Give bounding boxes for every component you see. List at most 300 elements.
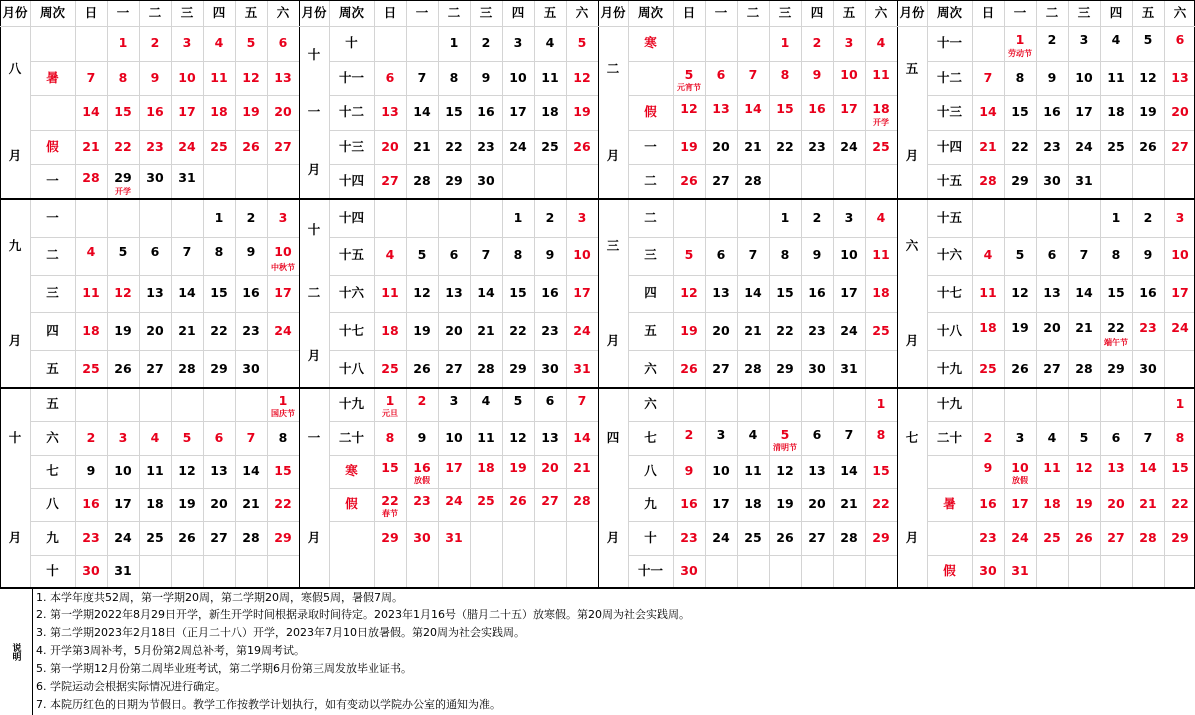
header-line <box>0 26 1195 27</box>
date-cell: 6 <box>1175 32 1185 48</box>
date-cell: 16 <box>82 496 100 512</box>
week-label: 十六 <box>936 247 962 263</box>
date-cell: 2 <box>86 429 96 445</box>
month-label-char: 月 <box>8 147 22 163</box>
date-cell: 22 <box>381 493 399 509</box>
date-cell: 28 <box>1139 529 1157 545</box>
date-cell: 4 <box>876 209 886 225</box>
date-cell: 7 <box>246 429 256 445</box>
date-cell: 5 <box>1079 429 1089 445</box>
date-cell: 7 <box>481 247 491 263</box>
date-cell: 7 <box>182 244 192 260</box>
holiday-note: 开学 <box>873 117 889 127</box>
column-divider <box>267 0 268 588</box>
week-label: 六 <box>644 396 657 412</box>
column-divider <box>1036 0 1037 588</box>
date-cell: 19 <box>776 496 794 512</box>
date-cell: 23 <box>1043 138 1061 154</box>
date-cell: 13 <box>146 285 164 301</box>
date-cell: 2 <box>1047 32 1057 48</box>
week-label: 十四 <box>936 138 962 154</box>
date-cell: 12 <box>680 101 698 117</box>
date-cell: 9 <box>812 66 822 82</box>
row-divider <box>628 521 897 522</box>
date-cell: 1 <box>214 209 224 225</box>
date-cell: 26 <box>680 173 698 189</box>
date-cell: 22 <box>445 138 463 154</box>
date-cell: 29 <box>1171 529 1189 545</box>
row-divider <box>628 237 897 238</box>
date-cell: 10 <box>1011 460 1029 476</box>
date-cell: 8 <box>1015 69 1025 85</box>
date-cell: 17 <box>178 104 196 120</box>
date-cell: 21 <box>82 138 100 154</box>
row-divider <box>927 521 1195 522</box>
date-cell: 27 <box>210 529 228 545</box>
date-cell: 17 <box>509 104 527 120</box>
week-label: 十一 <box>936 35 962 51</box>
month-label-char: 七 <box>905 429 919 445</box>
date-cell: 16 <box>808 101 826 117</box>
date-cell: 14 <box>242 463 260 479</box>
date-cell: 4 <box>983 247 993 263</box>
date-cell: 10 <box>274 244 292 260</box>
date-cell: 24 <box>712 529 730 545</box>
week-label: 八 <box>644 463 657 479</box>
date-cell: 19 <box>178 496 196 512</box>
date-cell: 16 <box>242 285 260 301</box>
date-cell: 30 <box>477 173 495 189</box>
date-cell: 7 <box>748 247 758 263</box>
row-divider <box>628 350 897 351</box>
column-divider <box>769 0 770 588</box>
date-cell: 29 <box>114 170 132 186</box>
date-cell: 19 <box>1011 320 1029 336</box>
date-cell: 29 <box>445 173 463 189</box>
date-cell: 15 <box>1107 285 1125 301</box>
column-divider <box>1100 0 1101 588</box>
row-divider <box>30 421 299 422</box>
row-divider <box>927 312 1195 313</box>
holiday-note: 端午节 <box>1104 338 1128 348</box>
week-label: 十一 <box>637 563 663 579</box>
month-label-char: 八 <box>8 61 22 76</box>
date-cell: 14 <box>573 429 591 445</box>
date-cell: 18 <box>979 320 997 336</box>
date-cell: 30 <box>680 563 698 579</box>
date-cell: 3 <box>278 209 288 225</box>
date-cell: 28 <box>1075 360 1093 376</box>
date-cell: 8 <box>876 426 886 442</box>
date-cell: 21 <box>744 138 762 154</box>
header-cell: 五 <box>543 4 557 20</box>
date-cell: 22 <box>776 138 794 154</box>
date-cell: 21 <box>573 460 591 476</box>
date-cell: 18 <box>82 323 100 339</box>
date-cell: 11 <box>979 285 997 301</box>
week-label: 十九 <box>338 396 364 412</box>
row-divider <box>927 237 1195 238</box>
header-cell: 三 <box>1077 4 1091 20</box>
holiday-note: 劳动节 <box>1008 48 1032 58</box>
date-cell: 28 <box>840 529 858 545</box>
date-cell: 3 <box>449 393 459 409</box>
month-label-char: 月 <box>307 529 321 545</box>
date-cell: 31 <box>1075 173 1093 189</box>
date-cell: 30 <box>413 529 431 545</box>
date-cell: 10 <box>445 429 463 445</box>
note-line-3: 3. 第二学期2023年2月18日（正月二十八）开学，2023年7月10日放暑假。第20周为社会实践周。 <box>36 626 525 639</box>
month-label-char: 月 <box>905 147 919 163</box>
header-cell: 一 <box>1013 4 1027 20</box>
date-cell: 24 <box>840 138 858 154</box>
date-cell: 15 <box>210 285 228 301</box>
date-cell: 20 <box>808 496 826 512</box>
date-cell: 2 <box>1143 209 1153 225</box>
date-cell: 9 <box>417 429 427 445</box>
date-cell: 11 <box>477 429 495 445</box>
date-cell: 1 <box>780 209 790 225</box>
row-divider <box>30 521 299 522</box>
date-cell: 23 <box>146 138 164 154</box>
date-cell: 6 <box>385 69 395 85</box>
column-divider <box>139 0 140 588</box>
row-divider <box>30 164 299 165</box>
date-cell: 17 <box>1171 285 1189 301</box>
date-cell: 6 <box>1111 429 1121 445</box>
date-cell: 2 <box>246 209 256 225</box>
date-cell: 23 <box>541 323 559 339</box>
left-border <box>0 0 1 588</box>
notes-label: 说明 <box>0 588 33 715</box>
date-cell: 13 <box>1043 285 1061 301</box>
date-cell: 26 <box>1011 360 1029 376</box>
date-cell: 5 <box>684 66 694 82</box>
row-divider <box>927 164 1195 165</box>
date-cell: 4 <box>545 35 555 51</box>
header-cell: 五 <box>1141 4 1155 20</box>
row-divider <box>927 555 1195 556</box>
row-divider <box>329 95 598 96</box>
month-label-char: 一 <box>307 429 321 445</box>
date-cell: 30 <box>1139 360 1157 376</box>
block-divider <box>299 0 300 588</box>
week-label: 十 <box>345 35 358 51</box>
month-label-char: 四 <box>606 429 620 445</box>
header-cell: 日 <box>383 4 397 20</box>
date-cell: 27 <box>712 360 730 376</box>
date-cell: 13 <box>274 69 292 85</box>
date-cell: 24 <box>840 323 858 339</box>
column-divider <box>30 0 31 588</box>
date-cell: 11 <box>541 69 559 85</box>
week-label: 九 <box>46 529 59 545</box>
header-cell: 一 <box>116 4 130 20</box>
row-divider <box>927 275 1195 276</box>
date-cell: 31 <box>445 529 463 545</box>
row-divider <box>628 61 897 62</box>
row-divider <box>30 350 299 351</box>
date-cell: 21 <box>413 138 431 154</box>
date-cell: 5 <box>513 393 523 409</box>
week-label: 四 <box>644 285 657 301</box>
header-cell: 二 <box>746 4 760 20</box>
date-cell: 30 <box>1043 173 1061 189</box>
date-cell: 25 <box>979 360 997 376</box>
date-cell: 20 <box>445 323 463 339</box>
row-divider <box>927 421 1195 422</box>
date-cell: 3 <box>118 429 128 445</box>
date-cell: 10 <box>840 66 858 82</box>
week-label: 寒 <box>644 35 657 51</box>
date-cell: 10 <box>840 247 858 263</box>
month-label-char: 月 <box>905 332 919 348</box>
row-divider <box>628 488 897 489</box>
month-label-char: 二 <box>606 61 620 76</box>
date-cell: 5 <box>417 247 427 263</box>
date-cell: 18 <box>1043 496 1061 512</box>
date-cell: 23 <box>413 493 431 509</box>
date-cell: 14 <box>744 285 762 301</box>
date-cell: 25 <box>872 138 890 154</box>
date-cell: 19 <box>1075 496 1093 512</box>
holiday-note: 国庆节 <box>271 409 295 419</box>
date-cell: 12 <box>114 285 132 301</box>
date-cell: 14 <box>840 463 858 479</box>
date-cell: 17 <box>445 460 463 476</box>
header-cell: 四 <box>212 4 226 20</box>
header-cell: 六 <box>276 4 290 20</box>
week-label: 暑 <box>943 496 956 512</box>
date-cell: 2 <box>812 35 822 51</box>
date-cell: 1 <box>278 393 288 409</box>
date-cell: 23 <box>680 529 698 545</box>
date-cell: 4 <box>385 247 395 263</box>
date-cell: 2 <box>150 35 160 51</box>
week-label: 寒 <box>345 463 358 479</box>
date-cell: 19 <box>680 138 698 154</box>
row-divider <box>628 275 897 276</box>
row-divider <box>628 421 897 422</box>
date-cell: 17 <box>1011 496 1029 512</box>
date-cell: 25 <box>210 138 228 154</box>
date-cell: 22 <box>872 496 890 512</box>
row-divider <box>329 275 598 276</box>
date-cell: 12 <box>413 285 431 301</box>
date-cell: 18 <box>146 496 164 512</box>
month-label-char: 月 <box>606 529 620 545</box>
date-cell: 18 <box>381 323 399 339</box>
month-label-char: 月 <box>905 529 919 545</box>
date-cell: 28 <box>744 173 762 189</box>
row-divider <box>30 488 299 489</box>
date-cell: 26 <box>242 138 260 154</box>
note-line-2: 2. 第一学期2022年8月29日开学，新生开学时间根据录取时间待定。2023年1月16号（腊月二十五）放寒假。第20周为社会实践周。 <box>36 608 690 621</box>
date-cell: 6 <box>449 247 459 263</box>
date-cell: 1 <box>1015 32 1025 48</box>
date-cell: 2 <box>812 209 822 225</box>
column-divider <box>374 0 375 588</box>
date-cell: 3 <box>716 426 726 442</box>
header-cell: 二 <box>447 4 461 20</box>
week-label: 五 <box>46 360 59 376</box>
column-divider <box>438 0 439 588</box>
date-cell: 25 <box>381 360 399 376</box>
date-cell: 7 <box>983 69 993 85</box>
date-cell: 3 <box>182 35 192 51</box>
date-cell: 10 <box>509 69 527 85</box>
date-cell: 20 <box>541 460 559 476</box>
date-cell: 10 <box>712 463 730 479</box>
week-label: 四 <box>46 323 59 339</box>
date-cell: 29 <box>1011 173 1029 189</box>
row-divider <box>30 95 299 96</box>
date-cell: 15 <box>776 101 794 117</box>
date-cell: 3 <box>1015 429 1025 445</box>
week-label: 十五 <box>936 209 962 225</box>
week-label: 十一 <box>338 69 364 85</box>
date-cell: 21 <box>1139 496 1157 512</box>
row-divider <box>329 421 598 422</box>
date-cell: 18 <box>477 460 495 476</box>
header-cell: 三 <box>479 4 493 20</box>
date-cell: 12 <box>1075 460 1093 476</box>
date-cell: 4 <box>214 35 224 51</box>
block-divider <box>598 0 599 588</box>
column-divider <box>673 0 674 588</box>
date-cell: 18 <box>872 285 890 301</box>
date-cell: 27 <box>712 173 730 189</box>
header-cell: 二 <box>148 4 162 20</box>
date-cell: 16 <box>477 104 495 120</box>
date-cell: 19 <box>680 323 698 339</box>
row-divider <box>628 555 897 556</box>
column-divider <box>737 0 738 588</box>
row-divider <box>329 350 598 351</box>
header-cell: 日 <box>682 4 696 20</box>
date-cell: 14 <box>1075 285 1093 301</box>
date-cell: 12 <box>509 429 527 445</box>
date-cell: 25 <box>744 529 762 545</box>
date-cell: 17 <box>1075 104 1093 120</box>
date-cell: 30 <box>808 360 826 376</box>
date-cell: 19 <box>242 104 260 120</box>
week-label: 九 <box>644 496 657 512</box>
note-line-5: 5. 第一学期12月份第二周毕业班考试，第二学期6月份第三周发放毕业证书。 <box>36 662 412 675</box>
date-cell: 24 <box>114 529 132 545</box>
date-cell: 6 <box>545 393 555 409</box>
date-cell: 25 <box>1043 529 1061 545</box>
column-divider <box>705 0 706 588</box>
date-cell: 26 <box>573 138 591 154</box>
date-cell: 21 <box>242 496 260 512</box>
date-cell: 9 <box>481 69 491 85</box>
week-label: 十五 <box>936 173 962 189</box>
date-cell: 30 <box>979 563 997 579</box>
holiday-note: 清明节 <box>773 442 797 452</box>
header-cell: 周次 <box>637 4 663 20</box>
week-label: 七 <box>644 429 657 445</box>
date-cell: 26 <box>114 360 132 376</box>
date-cell: 19 <box>413 323 431 339</box>
date-cell: 26 <box>776 529 794 545</box>
date-cell: 1 <box>513 209 523 225</box>
week-label: 十二 <box>936 69 962 85</box>
month-label-char: 月 <box>8 529 22 545</box>
month-label-char: 九 <box>8 238 22 253</box>
date-cell: 26 <box>413 360 431 376</box>
row-divider <box>329 237 598 238</box>
date-cell: 20 <box>1107 496 1125 512</box>
header-cell: 周次 <box>936 4 962 20</box>
row-divider <box>30 237 299 238</box>
column-divider <box>235 0 236 588</box>
date-cell: 20 <box>146 323 164 339</box>
date-cell: 29 <box>274 529 292 545</box>
row-divider <box>329 312 598 313</box>
column-divider <box>502 0 503 588</box>
week-label: 五 <box>46 396 59 412</box>
date-cell: 11 <box>1107 69 1125 85</box>
date-cell: 5 <box>1143 32 1153 48</box>
note-line-7: 7. 本院历红色的日期为节假日。教学工作按教学计划执行，如有变动以学院办公室的通知为准。 <box>36 698 501 711</box>
month-label-char: 十 <box>307 222 321 238</box>
row-divider <box>927 61 1195 62</box>
row-divider <box>30 275 299 276</box>
date-cell: 2 <box>983 429 993 445</box>
date-cell: 8 <box>278 429 288 445</box>
date-cell: 12 <box>1011 285 1029 301</box>
date-cell: 30 <box>146 170 164 186</box>
date-cell: 4 <box>1111 32 1121 48</box>
row-divider <box>329 521 598 522</box>
column-divider <box>1004 0 1005 588</box>
date-cell: 26 <box>178 529 196 545</box>
date-cell: 10 <box>114 463 132 479</box>
date-cell: 5 <box>684 247 694 263</box>
date-cell: 6 <box>812 426 822 442</box>
row-divider <box>329 488 598 489</box>
date-cell: 20 <box>381 138 399 154</box>
date-cell: 1 <box>118 35 128 51</box>
date-cell: 19 <box>509 460 527 476</box>
date-cell: 24 <box>1075 138 1093 154</box>
week-label: 六 <box>46 429 59 445</box>
column-divider <box>203 0 204 588</box>
date-cell: 20 <box>1043 320 1061 336</box>
date-cell: 4 <box>748 426 758 442</box>
date-cell: 12 <box>573 69 591 85</box>
date-cell: 15 <box>445 104 463 120</box>
date-cell: 6 <box>1047 247 1057 263</box>
header-cell: 一 <box>415 4 429 20</box>
date-cell: 25 <box>146 529 164 545</box>
date-cell: 13 <box>541 429 559 445</box>
date-cell: 23 <box>979 529 997 545</box>
date-cell: 2 <box>417 393 427 409</box>
date-cell: 28 <box>82 170 100 186</box>
header-cell: 周次 <box>338 4 364 20</box>
date-cell: 26 <box>680 360 698 376</box>
date-cell: 15 <box>114 104 132 120</box>
date-cell: 17 <box>573 285 591 301</box>
week-label: 二 <box>644 173 657 189</box>
date-cell: 22 <box>114 138 132 154</box>
holiday-note: 中秋节 <box>271 262 295 272</box>
date-cell: 6 <box>278 35 288 51</box>
date-cell: 8 <box>780 247 790 263</box>
date-cell: 24 <box>573 323 591 339</box>
